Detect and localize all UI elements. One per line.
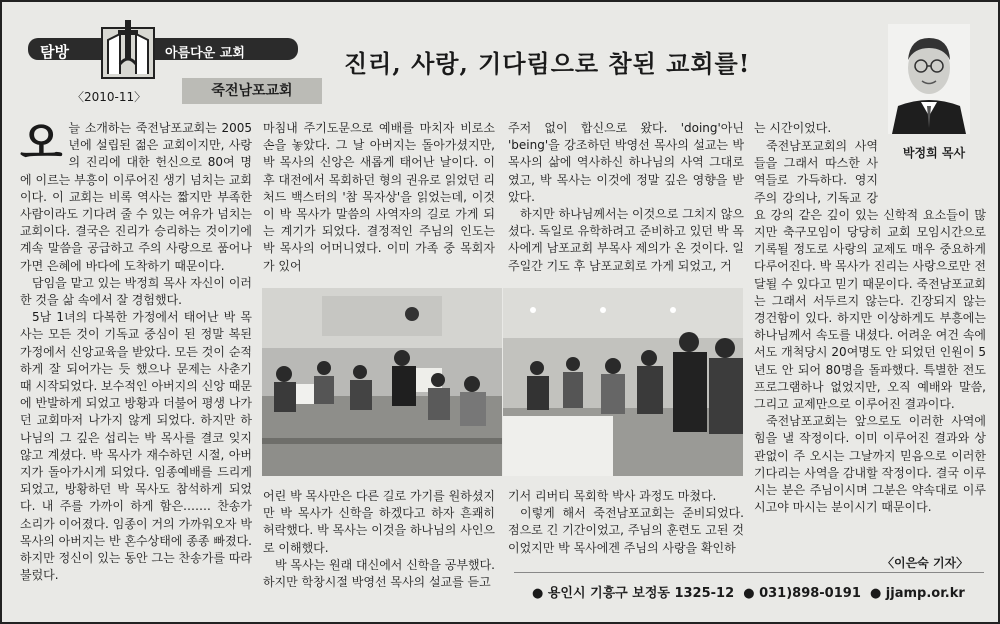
footer-divider <box>514 572 984 573</box>
series-subtitle: 아름다운 교회 <box>165 46 245 61</box>
pastor-portrait <box>888 24 970 134</box>
drop-cap: 오 <box>20 118 63 169</box>
col2-para-2: 어린 박 목사만은 다른 길로 가기를 원하셨지만 박 목사가 신학을 하겠다고 하자 흔쾌히 허락했다. 박 목사는 이것을 하나님의 사인으로 이해했다. <box>263 489 495 555</box>
col2-para-1: 마침내 주기도문으로 예배를 마치자 비로소 손을 놓았다. 그 날 아버지는 돌아가셨지만, 박 목사의 신앙은 새롭게 태어난 날이다. 이후 대전에서 목회하던 형의 권유로 읽었던 리처드 백스터의 '참 목자상'을 읽었는데, 이것이 박 목사가 말씀의 사역자의 길로 가게 되는 계기가 되었다. 결정적인 주님의 인도는 박 목사의 어머니였다. 이미 가족 중 목회자가 있어 <box>263 121 495 273</box>
contact-footer <box>532 582 965 601</box>
col2-para-3: 박 목사는 원래 대신에서 신학을 공부했다. 하지만 학창시절 박영선 목사의 설교를 듣고 <box>263 557 495 590</box>
series-label: 탐방 <box>40 43 69 61</box>
issue-date: 〈2010-11〉 <box>72 90 147 104</box>
column-2-top <box>263 120 495 282</box>
column-2-bottom <box>263 488 495 598</box>
col1-para-2: 담임을 맡고 있는 박정희 목사 자신이 이러한 것을 삶 속에서 잘 경험했다. <box>20 275 252 308</box>
col3-para-1: 주저 없이 합신으로 왔다. 'doing'아닌 'being'을 강조하던 박영선 목사의 설교는 박 목사의 삶에 역사하신 하나님의 사역 그대로 였고, 박 목사는 이것에 정말 깊은 영향을 받았다. <box>508 121 744 204</box>
footer-phone: ● 031)898-0191 <box>743 586 861 601</box>
col4-para-3: 죽전남포교회는 앞으로도 이러한 사역에 힘을 낼 작정이다. 이미 이루어진 결과와 상관없이 주 오시는 그날까지 믿음으로 이러한 기다리는 사역을 감내할 작정이다. 결국 이루시는 분은 주님이시며 그분은 약속대로 이루시고야 마시는 분이시기 때문이다. <box>754 414 986 515</box>
col3-para-4: 이렇게 해서 죽전남포교회는 준비되었다. 점으로 긴 기간이었고, 주님의 훈련도 고된 것이었지만 박 목사에겐 주님의 사랑을 확인하 <box>508 506 744 555</box>
column-3-bottom <box>508 488 744 560</box>
col1-para-3: 5남 1녀의 다복한 가정에서 태어난 박 목사는 모든 것이 기독교 중심이 된 정말 복된 가정에서 신앙교육을 받았다. 모든 것이 순적하게 잘 되어가는 듯 했으나 문제는 사춘기 때 시작되었다. 보수적인 아버지의 신앙 때문에 반발하게 되었고 방황과 더불어 평생 나가던 교회마저 나가지 않게 되었다. 하지만 하나님의 그 깊은 섭리는 박 목사를 결코 잊지 않고 계셨다. 박 목사가 재수하던 시절, 아버지가 돌아가시게 되었다. 임종예배를 드리게 되었고, 방황하던 박 목사도 참석하게 되었다. 내 주를 가까이 하게 함은……. 찬송가 소리가 이어졌다. 임종이 거의 가까워오자 박 목사의 아버지는 반 혼수상태에 종종 빠졌다. 하지만 정신이 있는 동안 그는 찬송가를 따라 불렀다. <box>20 310 252 583</box>
worship-photo-right <box>503 288 743 476</box>
headline: 진리, 사랑, 기다림으로 참된 교회를! <box>344 49 751 78</box>
col1-para-1: 늘 소개하는 죽전남포교회는 2005년에 설립된 젊은 교회이지만, 사랑의 진리에 대한 헌신으로 80여 명에 이르는 부흥이 이루어진 생기 넘치는 교회이다. 이 교회는 비록 역사는 짧지만 부족한 사람이라도 기다려 줄 수 있는 여유가 넘치는 교회이다. 결국은 진리가 승리하는 것이기에 계속 말씀을 공급하고 주의 사랑으로 품어나가면 은혜에 바다에 도착하기 때문이다. <box>20 121 252 273</box>
col3-para-3: 기서 리버티 목회학 박사 과정도 마쳤다. <box>508 489 717 503</box>
church-logo-icon <box>100 18 156 80</box>
column-4 <box>754 138 986 548</box>
column-3-top <box>508 120 744 282</box>
section-header <box>20 16 320 106</box>
byline: 박정희 목사 <box>902 146 966 160</box>
worship-photo-left <box>262 288 502 476</box>
col3-para-2: 하지만 하나님께서는 이것으로 그치지 않으셨다. 독일로 유학하려고 준비하고 있던 박 목사에게 남포교회 부목사 제의가 온 것이다. 일주일간 기도 후 남포교회로 가게 되었고, 거 <box>508 207 744 273</box>
footer-address: ● 용인시 기흥구 보정동 1325-12 <box>532 586 735 601</box>
col4-para-1: 는 시간이었다. <box>754 121 832 135</box>
church-name: 죽전남포교회 <box>182 78 322 104</box>
portrait-wrap-spacer <box>878 138 986 190</box>
reporter-credit: 〈이은숙 기자〉 <box>882 556 969 570</box>
col4-para-2: 죽전남포교회의 사역들을 그래서 따스한 사역들로 가득하다. 영지주의 강의나, 기독교 강요 강의 같은 깊이 있는 신학적 요소들이 많지만 축구모임이 당당히 교회 모임시간으로 기록될 정도로 사랑의 교제도 매우 중요하게 다루어진다. 박 목사가 진리는 사랑으로만 전달될 수 있다고 믿기 때문이다. 죽전남포교회는 그래서 서두르지 않는다. 긴장되지 않는 경건함이 있다. 하지만 이상하게도 부흥에는 하나님께서 속도를 내셨다. 어려운 여건 속에서도 개척당시 20여명도 안 되었던 인원이 5년도 안 되어 80명을 돌파했다. 특별한 전도프로그램하나 없었지만, 오직 예배와 말씀, 그리고 교제만으로 이루어진 결과이다. <box>754 139 986 412</box>
footer-website[interactable]: ● jjamp.or.kr <box>869 586 965 601</box>
column-1 <box>20 120 252 600</box>
